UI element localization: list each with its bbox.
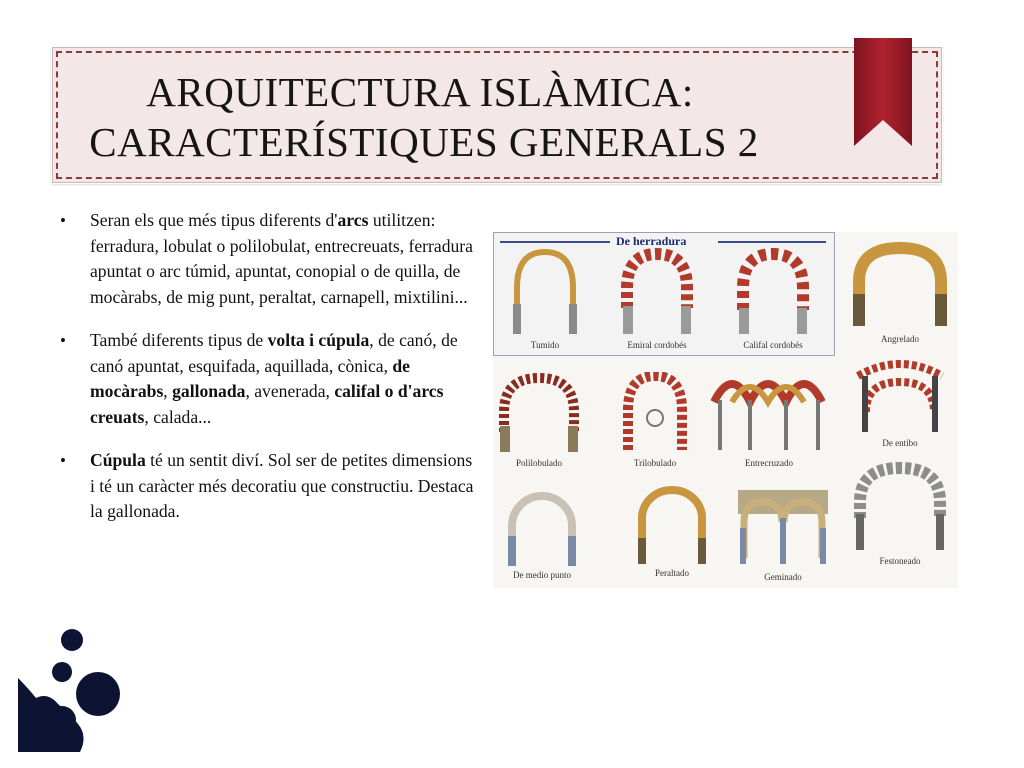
tumido-arch-icon [505, 248, 585, 338]
bullet-text-bold: volta i cúpula [267, 330, 370, 350]
bullet-text [90, 330, 458, 427]
arch-geminado [736, 488, 830, 584]
arch-label: Polilobulado [515, 458, 562, 468]
arch-label: Tumido [530, 340, 560, 350]
arch-label: De medio punto [513, 570, 571, 580]
polilobulado-arch-icon [496, 372, 582, 454]
bullet-text-segment: Seran els que més tipus diferents d' [90, 210, 338, 230]
bullet-text-bold: gallonada [172, 381, 246, 401]
bullet-text-segment: té un sentit diví. Sol ser de petites dimensions i té un caràcter més decoratiu que constructiu. Destaca la gallonada. [90, 450, 474, 521]
bullet-item [60, 328, 480, 430]
trilobulado-arch-icon [620, 372, 690, 454]
arch-label: Entrecruzado [745, 458, 793, 468]
arch-label: Festoneado [879, 556, 921, 566]
title-line-1: ARQUITECTURA ISLÀMICA: [146, 69, 694, 115]
herradura-rule-left [500, 241, 610, 243]
bullet-text-segment: , avenerada, [245, 381, 335, 401]
peraltado-arch-icon [632, 484, 712, 566]
herradura-group-title: De herradura [616, 234, 687, 248]
emiral-arch-icon [617, 248, 697, 338]
bullet-text-segment: També diferents tipus de [90, 330, 268, 350]
califal-arch-icon [733, 248, 813, 338]
ink-blot-logo-icon [18, 628, 128, 752]
arch-label: Emiral cordobés [627, 340, 687, 350]
bullet-text [90, 450, 473, 521]
title-line-2: CARACTERÍSTIQUES GENERALS 2 [89, 119, 759, 165]
arch-tumido [505, 248, 585, 352]
bullet-text-bold: arcs [337, 210, 369, 230]
arch-medio-punto [502, 486, 582, 584]
bullet-symbol: • [60, 331, 66, 350]
bullet-text-segment: utilitzen: ferradura, lobulat o polilobulat, entrecreuats, ferradura apuntat o arc túmid, apuntat, conopial o de quilla, de mocàrabs, de mig punt, peraltat, carnapell, mixtilini... [90, 210, 473, 307]
angrelado-arch-icon [845, 238, 955, 330]
bullet-symbol: • [60, 211, 66, 230]
arch-label: Califal cordobés [743, 340, 803, 350]
entibo-arch-icon [852, 352, 948, 434]
arch-label: Peraltado [655, 568, 689, 578]
bullet-item [60, 448, 480, 525]
herradura-rule-right [718, 241, 826, 243]
arch-polilobulado [496, 372, 582, 472]
bullet-list [60, 208, 480, 543]
arch-trilobulado [620, 372, 690, 472]
arch-entibo [852, 352, 948, 452]
arch-festoneado [850, 462, 950, 572]
ribbon-bookmark-icon [854, 38, 912, 146]
arch-label: Trilobulado [633, 458, 677, 468]
bullet-text-bold: califal o d'arcs creuats [90, 381, 444, 427]
entrecruzado-arch-icon [710, 362, 828, 454]
bullet-symbol: • [60, 451, 66, 470]
arch-emiral [617, 248, 697, 352]
arch-entrecruzado [710, 362, 828, 472]
bullet-text-bold: Cúpula [90, 450, 146, 470]
bullet-item [60, 208, 480, 310]
arch-angrelado [845, 238, 955, 348]
bullet-text-segment: , calada... [144, 406, 212, 427]
arch-label: Angrelado [881, 334, 919, 344]
arch-label: Geminado [764, 572, 802, 582]
bullet-text [90, 210, 473, 307]
bullet-text-bold: de mocàrabs [90, 355, 410, 401]
bullet-text-segment: , [163, 381, 173, 401]
bullet-text-segment: , de canó, de canó apuntat, esquifada, aquillada, cònica, [90, 330, 458, 376]
arch-label: De entibo [882, 438, 918, 448]
medio-punto-arch-icon [502, 486, 582, 568]
festoneado-arch-icon [850, 462, 950, 552]
arch-peraltado [632, 484, 712, 584]
arch-califal [733, 248, 813, 352]
geminado-arch-icon [736, 488, 830, 568]
